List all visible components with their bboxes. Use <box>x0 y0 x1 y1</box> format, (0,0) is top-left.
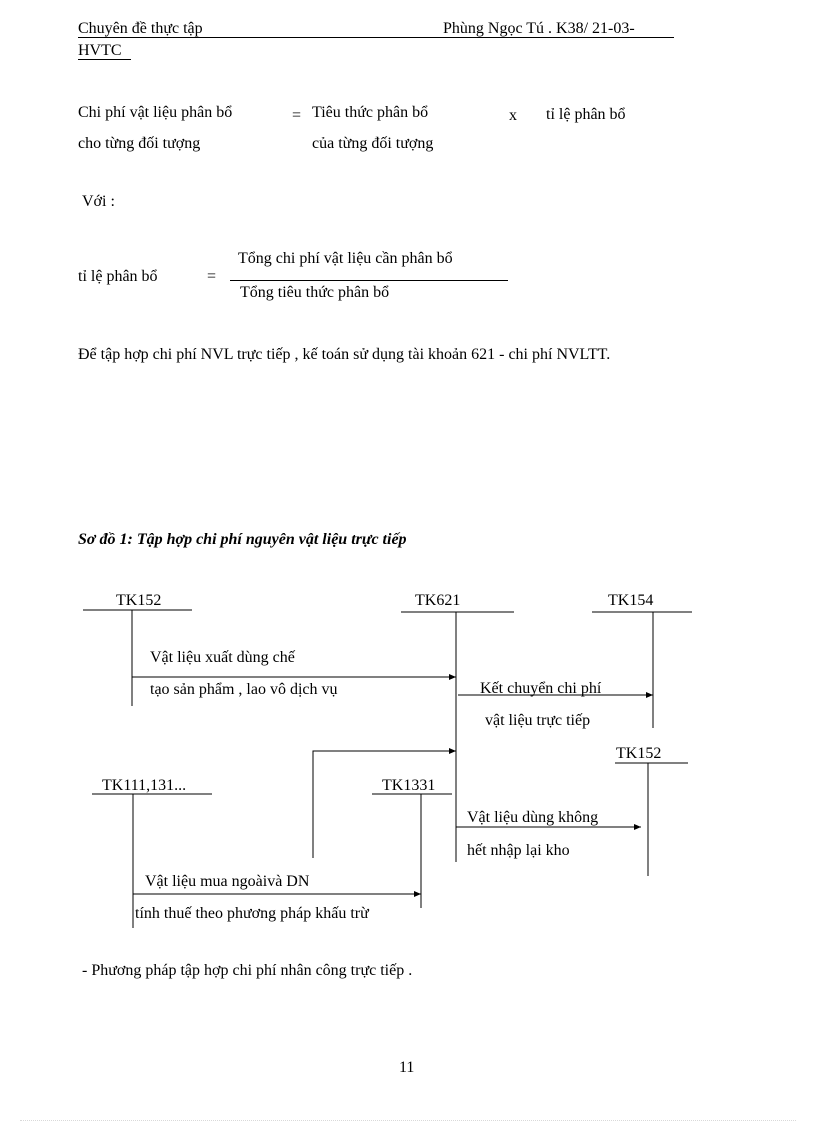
formula2-numerator: Tổng chi phí vật liệu cần phân bổ <box>238 250 453 267</box>
formula2-equals: = <box>207 268 217 285</box>
formula1-lhs-line1: Chi phí vật liệu phân bổ <box>78 104 233 121</box>
header-right: Phùng Ngọc Tú . K38/ 21-03- <box>443 20 635 37</box>
arrow1-label-line1: Vật liệu xuất dùng chế <box>150 649 295 666</box>
formula1-mid-line1: Tiêu thức phân bổ <box>312 104 429 121</box>
tk1331-label: TK1331 <box>382 777 436 794</box>
arrow3-label-line2: hết nhập lại kho <box>467 842 570 859</box>
formula1-times: x <box>509 107 517 124</box>
arrow2-label-line1: Kết chuyển chi phí <box>480 680 602 697</box>
formula2-lhs: tỉ lệ phân bổ <box>78 268 158 285</box>
arrow3-label-line1: Vật liệu dùng không <box>467 809 599 826</box>
tk111-label: TK111,131... <box>102 777 187 794</box>
formula1-equals: = <box>292 107 302 124</box>
diagram-title: Sơ đồ 1: Tập hợp chi phí nguyên vật liệu trực tiếp <box>78 531 407 548</box>
formula1-mid-line2: của từng đối tượng <box>312 135 434 152</box>
body-paragraph: Để tập hợp chi phí NVL trực tiếp , kế toán sử dụng tài khoản 621 - chi phí NVLTT. <box>78 346 611 363</box>
header-left: Chuyên đề thực tập <box>78 20 203 37</box>
tk154-label: TK154 <box>608 592 654 609</box>
tk152-right-label: TK152 <box>616 745 662 762</box>
arrow2-label-line2: vật liệu trực tiếp <box>485 712 591 729</box>
t-account-tk152-right <box>615 763 688 876</box>
arrow4-label-line1: Vật liệu mua ngoàivà DN <box>145 873 310 890</box>
page-number: 11 <box>399 1059 415 1076</box>
header-line2: HVTC <box>78 42 122 59</box>
t-account-tk154 <box>592 612 692 728</box>
arrow-tk111-to-tk621 <box>313 751 456 858</box>
arrow1-label-line2: tạo sản phẩm , lao vô dịch vụ <box>150 681 338 698</box>
arrow4-label-line2: tính thuế theo phương pháp khấu trừ <box>135 905 369 922</box>
with-label: Với : <box>82 193 115 210</box>
formula1-lhs-line2: cho từng đối tượng <box>78 135 201 152</box>
tk152-top-label: TK152 <box>116 592 162 609</box>
formula2-denominator: Tổng tiêu thức phân bổ <box>240 284 390 301</box>
formula1-rhs: tỉ lệ phân bổ <box>546 106 626 123</box>
t-account-tk1331 <box>372 794 452 908</box>
tk621-label: TK621 <box>415 592 461 609</box>
page-bottom-divider <box>20 1120 796 1121</box>
bullet-text: - Phương pháp tập hợp chi phí nhân công trực tiếp . <box>82 962 413 979</box>
